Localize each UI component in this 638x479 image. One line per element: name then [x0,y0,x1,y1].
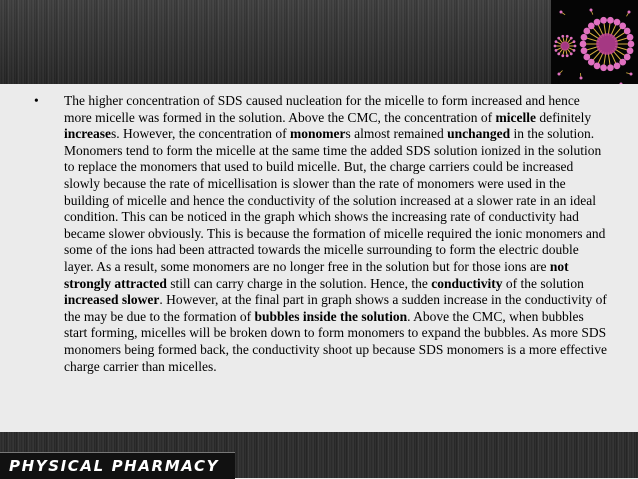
paragraph-text: definitely [536,109,592,125]
emphasis-text: increase [64,126,111,142]
footer-band [0,432,638,478]
emphasis-text: not strongly attracted [64,258,569,291]
emphasis-text: micelle [495,109,537,125]
paragraph-text: still can carry charge in the solution. Hence, the [166,275,432,291]
paragraph-text: s. However, the concentration of [111,126,291,142]
emphasis-text: conductivity [431,275,503,291]
bullet-item [34,93,609,375]
footer-title-strip [0,452,235,479]
emphasis-text: monomer [290,126,346,142]
paragraph-text: The higher concentration of SDS caused nucleation for the micelle to form increased and hence more micelle was formed in the solution. Above the CMC, the concentration of [64,93,580,125]
bullet-marker: • [34,93,39,108]
micelle-illustration-icon [551,0,638,90]
paragraph-text: in the solution. Monomers tend to form the micelle at the same time the added SDS solution ionized in the solution to replace the monomers that used to build micelle. But, the charge carriers could be increased slowly because the rate of micellisation is slower than the rate of monomers were used in the building of micelle and hence the conductivity of the solution increased at a slower rate in an ideal condition. This can be noticed in the graph which shows the increasing rate of conductivity had became slower obviously. This is because the formation of micelle required the ionic monomers and some of the ions had been attracted towards the micelle surrounding to form the electric double layer. As a result, some monomers are no longer free in the solution but for those ions are [64,126,606,274]
emphasis-text: unchanged [447,126,511,142]
footer-title: PHYSICAL PHARMACY [9,457,220,475]
paragraph-text: s almost remained [345,126,448,142]
paragraph-text: . Above the CMC, when bubbles start forming, micelles will be broken down to form monomers to expand the bubbles. As more SDS monomers being formed back, the conductivity shoot up because SDS monomers is a more effective charge carrier than micelles. [64,308,607,374]
paragraph-text: of the solution [502,275,584,291]
emphasis-text: bubbles inside the solution [254,308,408,324]
emphasis-text: increased slower [64,292,160,308]
slide-content [0,84,638,432]
paragraph-text: . However, at the final part in graph shows a sudden increase in the conductivity of the may be due to the formation of [64,292,607,324]
bullet-paragraph [64,93,609,375]
header-band [0,0,638,84]
